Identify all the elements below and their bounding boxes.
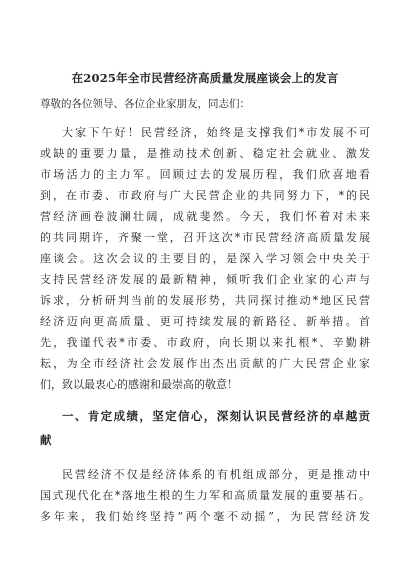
paragraph-2-line: 多年来，我们始终坚持“两个毫不动摇”，为民营经济发 (40, 510, 370, 523)
paragraph-2-line: 民营经济不仅是经济体系的有机组成部分，更是推动中 (62, 468, 370, 481)
paragraph-1-line: 的共同期许，齐聚一堂，召开这次*市民营经济高质量发展 (40, 231, 370, 244)
paragraph-2-line: 国式现代化在*落地生根的生力军和高质量发展的重要基石。 (40, 489, 370, 502)
paragraph-1-line: 市场活力的主力军。回顾过去的发展历程，我们欣喜地看 (40, 168, 370, 181)
salutation: 尊敬的各位领导、各位企业家朋友，同志们： (40, 98, 250, 110)
paragraph-1-line: 先，我谨代表*市委、市政府，向长期以来扎根*、辛勤耕 (40, 336, 370, 349)
section-heading: 一、肯定成绩，坚定信心，深刻认识民营经济的卓越贡 (62, 409, 370, 423)
paragraph-1-line: 经济迈向更高质量、更可持续发展的新路径、新举措。首 (40, 315, 370, 328)
paragraph-1-line: 营经济画卷波澜壮阔，成就斐然。今天，我们怀着对未来 (40, 210, 370, 223)
paragraph-1-line: 大家下午好！民营经济，始终是支撑我们*市发展不可 (62, 126, 370, 139)
paragraph-1-line: 们，致以最衷心的感谢和最崇高的敬意！ (40, 378, 238, 391)
paragraph-1-line: 耘，为全市经济社会发展作出杰出贡献的广大民营企业家 (40, 357, 370, 370)
paragraph-1-line: 到，在市委、市政府与广大民营企业的共同努力下，*的民 (40, 189, 370, 202)
section-heading: 献 (40, 433, 52, 447)
paragraph-1-line: 诉求，分析研判当前的发展形势，共同探讨推动*地区民营 (40, 294, 370, 307)
document-title: 在2025年全市民营经济高质量发展座谈会上的发言 (71, 71, 339, 85)
paragraph-1-line: 支持民营经济发展的最新精神，倾听我们企业家的心声与 (40, 273, 370, 286)
paragraph-1-line: 或缺的重要力量，是推动技术创新、稳定社会就业、激发 (40, 147, 370, 160)
paragraph-1-line: 座谈会。这次会议的主要目的，是深入学习领会中央关于 (40, 252, 370, 265)
